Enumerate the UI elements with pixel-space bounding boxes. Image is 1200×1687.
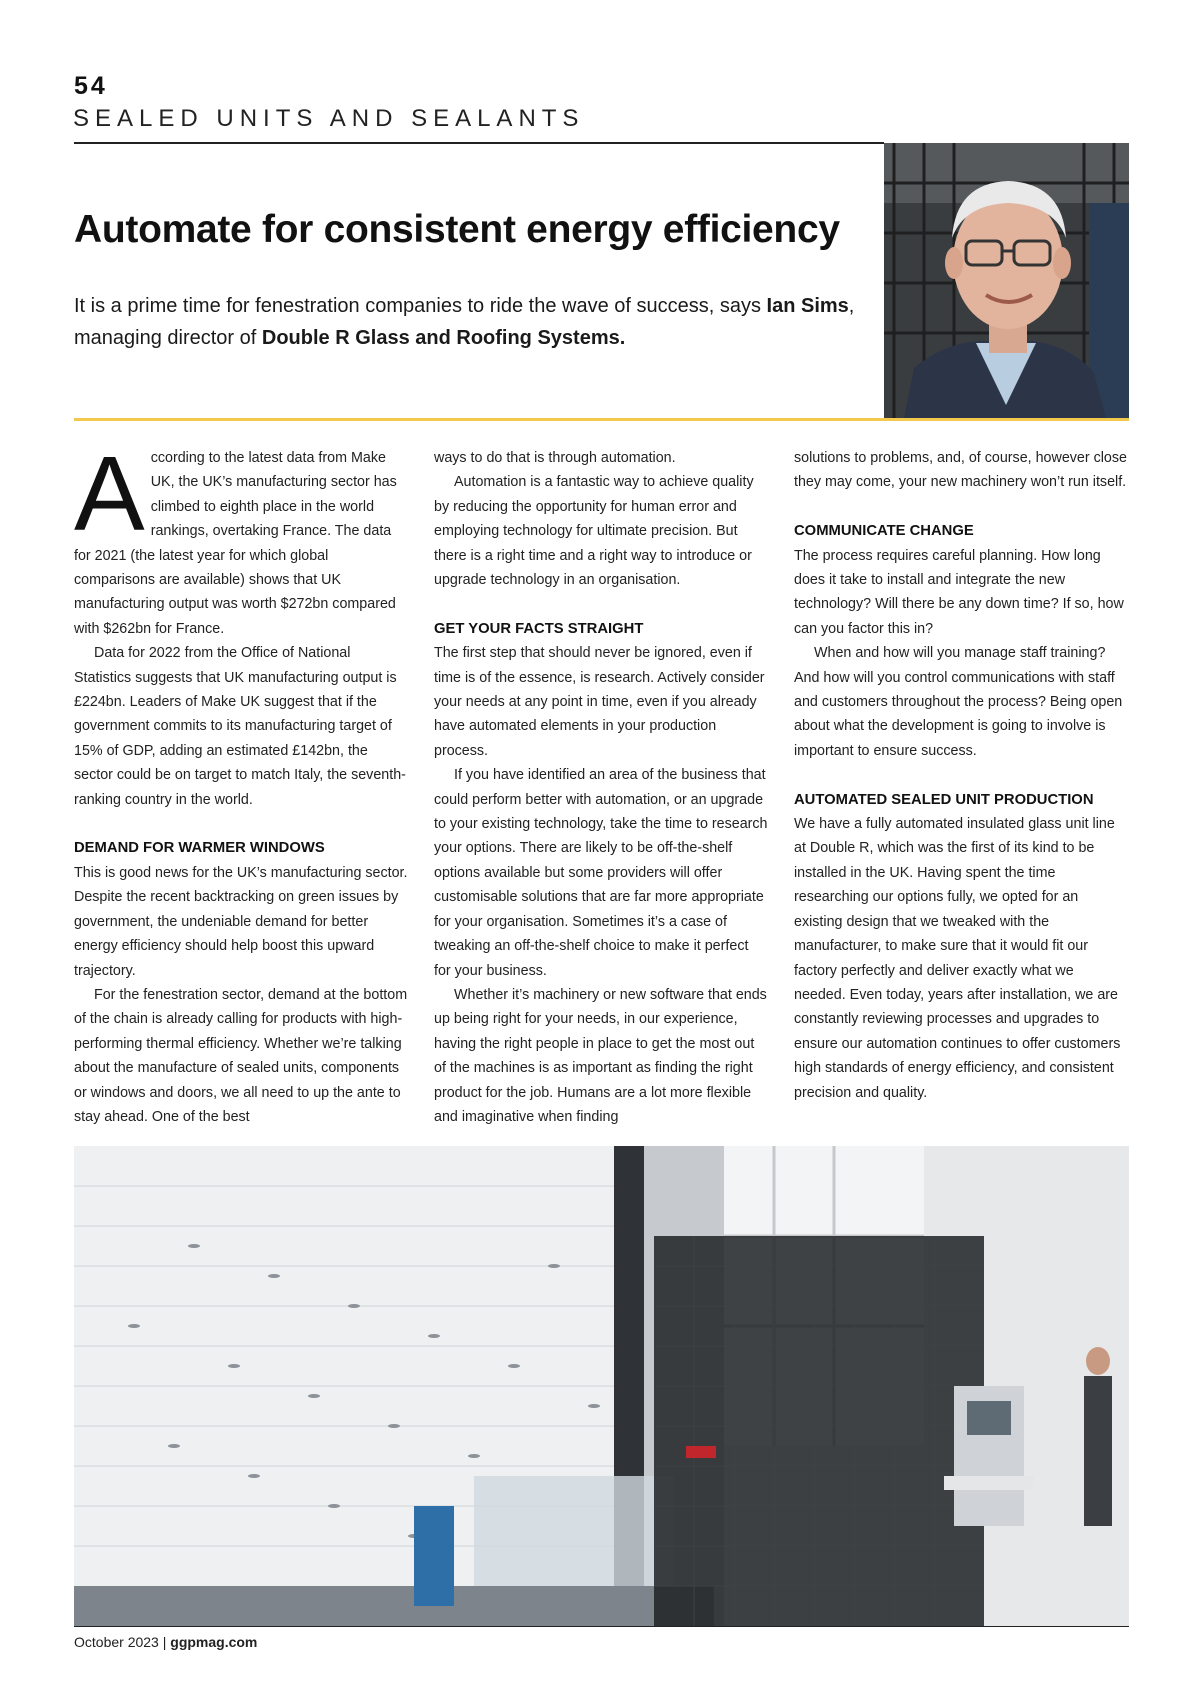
paragraph: ways to do that is through automation. <box>434 450 676 466</box>
factory-illustration <box>74 1146 1129 1626</box>
paragraph: Automation is a fantastic way to achieve quality by reducing the opportunity for human error and employing technology for ultimate precision. But there is a right time and a right way to introduce or upgrade technology in an organisation. <box>434 474 754 589</box>
paragraph: solutions to problems, and, of course, however close they may come, your new machinery won’t run itself. <box>794 450 1127 491</box>
paragraph: The process requires careful planning. How long does it take to install and integrate the new technology? Will there be any down time? If so, how can you factor this in? <box>794 547 1124 637</box>
standfirst-mid: , managing director of <box>74 295 855 349</box>
paragraph: This is good news for the UK’s manufacturing sector. Despite the recent backtracking on green issues by government, the undeniable demand for better energy efficiency should help boost this upward trajectory. <box>74 864 408 979</box>
standfirst-company: Double R Glass and Roofing Systems. <box>261 327 626 349</box>
standfirst-lead: It is a prime time for fenestration companies to ride the wave of success, says <box>74 295 767 317</box>
top-divider <box>74 142 884 144</box>
accent-divider <box>74 418 1129 421</box>
spacer <box>794 495 1128 519</box>
paragraph: Whether it’s machinery or new software that ends up being right for your needs, in our experience, having the right people in place to get the most out of the machines is as important as finding the right product for the job. Humans are a lot more flexible and imaginative when finding <box>434 986 767 1125</box>
paragraph-text: ccording to the latest data from Make UK, the UK’s manufacturing sector has climbed to eighth place in the world rankings, overtaking France. The data for 2021 (the latest year for which global comparisons are available) shows that UK manufacturing output was worth $272bn compared with $262bn for France. <box>74 450 397 637</box>
spacer <box>74 812 408 836</box>
footer-date: October 2023 <box>74 1634 159 1650</box>
page-number: 54 <box>74 72 108 100</box>
footer-site-link[interactable]: ggpmag.com <box>170 1634 258 1650</box>
paragraph: If you have identified an area of the business that could perform better with automation, or an upgrade to your existing technology, take the time to research your options. There are likely to be off-the-shelf options available but some providers will offer customisable solutions that are far more appropriate for your organisation. Sometimes it’s a case of tweaking an off-the-shelf choice to make it perfect for your business. <box>434 767 768 979</box>
footer <box>74 1634 257 1650</box>
paragraph <box>74 435 408 641</box>
spacer <box>794 763 1128 787</box>
spacer <box>434 592 768 616</box>
drop-cap: A <box>74 435 145 553</box>
footer-divider <box>74 1626 1129 1627</box>
subheading: GET YOUR FACTS STRAIGHT <box>434 620 644 637</box>
body-column-1 <box>74 435 408 1129</box>
body-column-2 <box>434 446 768 1129</box>
paragraph: Data for 2022 from the Office of National Statistics suggests that UK manufacturing output is £224bn. Leaders of Make UK suggest that if the government commits to its manufacturing target of 15% of GDP, adding an estimated £142bn, the sector could be on target to match Italy, the seventh-ranking country in the world. <box>74 645 406 808</box>
paragraph: When and how will you manage staff training? And how will you control communications with staff and customers throughout the process? Being open about what the development is going to involve is important to ensure success. <box>794 645 1123 759</box>
section-title: SEALED UNITS AND SEALANTS <box>73 105 585 132</box>
factory-machine-photo <box>74 1146 1129 1626</box>
paragraph: For the fenestration sector, demand at the bottom of the chain is already calling for products with high-performing thermal efficiency. Whether we’re talking about the manufacture of sealed units, components or windows and doors, we all need to up the ante to stay ahead. One of the best <box>74 986 408 1125</box>
standfirst <box>74 290 864 354</box>
subheading: COMMUNICATE CHANGE <box>794 523 974 540</box>
subheading: DEMAND FOR WARMER WINDOWS <box>74 840 325 857</box>
footer-separator: | <box>158 1634 171 1650</box>
body-column-3 <box>794 446 1128 1105</box>
paragraph: We have a fully automated insulated glass unit line at Double R, which was the first of its kind to be installed in the UK. Having spent the time researching our options fully, we opted for an existing design that we tweaked with the manufacturer, to make sure that it would fit our factory perfectly and deliver exactly what we needed. Even today, years after installation, we are constantly reviewing processes and upgrades to ensure our automation continues to offer customers high standards of energy efficiency, and consistent precision and quality. <box>794 816 1121 1101</box>
headline: Automate for consistent energy efficiency <box>74 208 840 251</box>
portrait-illustration <box>884 143 1129 418</box>
standfirst-author: Ian Sims <box>766 295 849 317</box>
author-portrait-photo <box>884 143 1129 418</box>
paragraph: The first step that should never be ignored, even if time is of the essence, is research. Actively consider your needs at any point in time, even if you already have automated elements in your production process. <box>434 645 765 759</box>
subheading: AUTOMATED SEALED UNIT PRODUCTION <box>794 791 1094 808</box>
